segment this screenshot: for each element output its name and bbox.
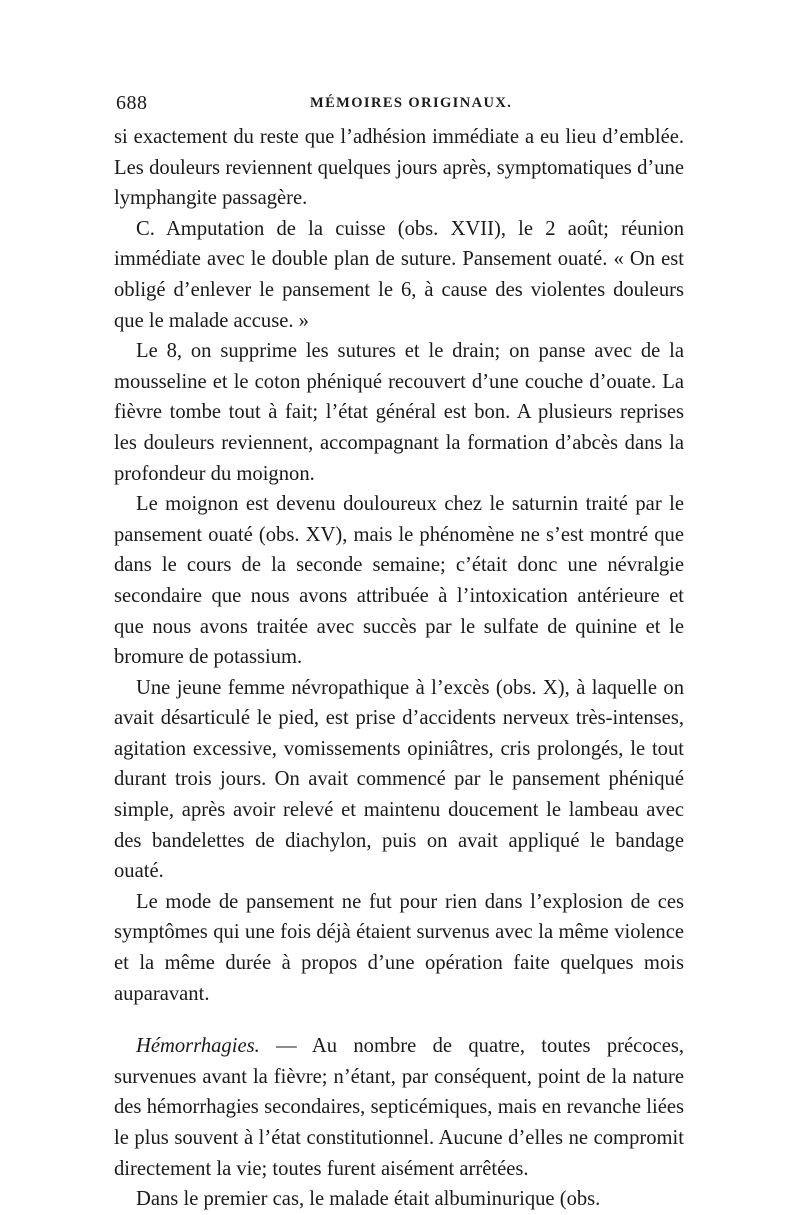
- document-page: [114, 92, 684, 1215]
- paragraph-amputation: C. Amputation de la cuisse (obs. XVII), le 2 août; réunion immédiate avec le double plan de suture. Pansement ouaté. « On est obligé d’enlever le pansement le 6, à cause des violentes douleurs que le malade accuse. »: [114, 217, 684, 332]
- paragraph-continued: si exactement du reste que l’adhésion immédiate a eu lieu d’emblée. Les douleurs reviennent quelques jours après, symptomatiques d’une lymphangite passagère.: [114, 126, 684, 210]
- running-header: [114, 92, 684, 122]
- section-hemorrhagies: [114, 1031, 684, 1184]
- page-number: 688: [116, 92, 148, 114]
- section-heading: Hémorrhagies.: [136, 1035, 260, 1058]
- paragraph: Le mode de pansement ne fut pour rien dans l’explosion de ces symptômes qui une fois déjà étaient survenus avec la même violence et la même durée à propos d’une opération faite quelques mois auparavant.: [114, 890, 684, 1005]
- paragraph-last: Dans le premier cas, le malade était albuminurique (obs.: [136, 1188, 601, 1211]
- paragraph: Une jeune femme névropathique à l’excès (obs. X), à laquelle on avait désarticulé le pied, est prise d’accidents nerveux très-intenses, agitation excessive, vomissements opiniâtres, cris prolongés, le tout durant trois jours. On avait commencé par le pansement phéniqué simple, après avoir relevé et maintenu doucement le lambeau avec des bandelettes de diachylon, puis on avait appliqué le bandage ouaté.: [114, 676, 684, 883]
- section-text: — Au nombre de quatre, toutes précoces, survenues avant la fièvre; n’étant, par conséquent, point de la nature des hémorrhagies secondaires, septicémiques, mais en revanche liées le plus souvent à l’état constitutionnel. Aucune d’elles ne compromit directement la vie; toutes furent aisément arrêtées.: [114, 1035, 684, 1180]
- paragraph: Le moignon est devenu douloureux chez le saturnin traité par le pansement ouaté (obs. XV), mais le phénomène ne s’est montré que dans le cours de la seconde semaine; c’était donc une névralgie secondaire que nous avons attribuée à l’intoxication antérieure et que nous avons traitée avec succès par le sulfate de quinine et le bromure de potassium.: [114, 493, 684, 669]
- body-text: [114, 122, 684, 1215]
- paragraph: Le 8, on supprime les sutures et le drain; on panse avec de la mousseline et le coton phéniqué recouvert d’une couche d’ouate. La fièvre tombe tout à fait; l’état général est bon. A plusieurs reprises les douleurs reviennent, accompagnant la formation d’abcès dans la profondeur du moignon.: [114, 340, 684, 485]
- running-title: MÉMOIRES ORIGINAUX.: [310, 95, 513, 111]
